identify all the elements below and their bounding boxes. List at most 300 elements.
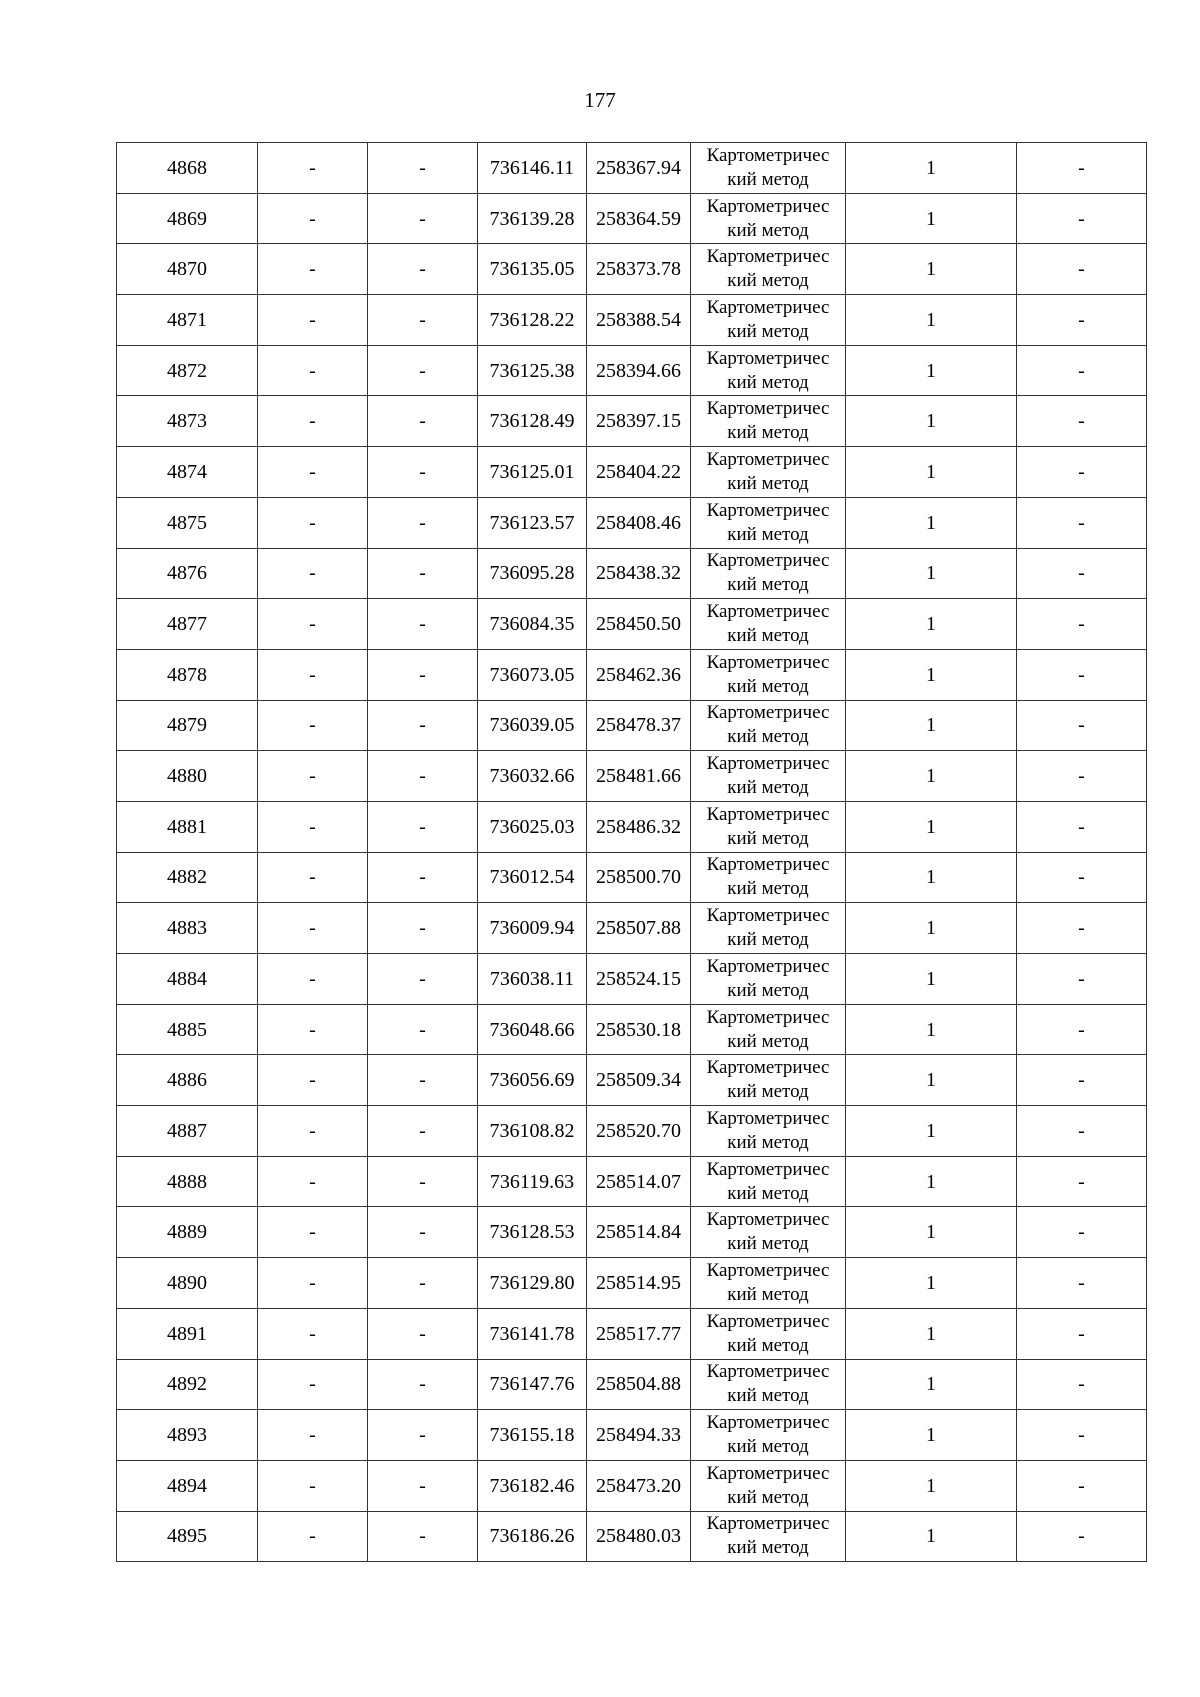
method-text-line: кий метод (727, 1233, 809, 1255)
coordinates-table (116, 142, 1147, 1562)
y-coordinate-cell: 258450.50 (587, 599, 691, 650)
method-cell (691, 497, 846, 548)
empty-cell-a: - (258, 1207, 368, 1258)
method-text-line: кий метод (727, 1283, 809, 1305)
method-text-line: Картометричес (706, 1462, 830, 1484)
description-cell: - (1017, 1359, 1147, 1410)
table-row (117, 295, 1147, 346)
accuracy-cell: 1 (846, 1308, 1017, 1359)
point-number-cell: 4871 (117, 295, 258, 346)
description-cell: - (1017, 1258, 1147, 1309)
y-coordinate-cell: 258509.34 (587, 1055, 691, 1106)
empty-cell-b: - (368, 396, 478, 447)
method-text-line: Картометричес (706, 651, 830, 673)
point-number-cell: 4872 (117, 345, 258, 396)
method-cell (691, 1156, 846, 1207)
method-cell (691, 801, 846, 852)
x-coordinate-cell: 736056.69 (478, 1055, 587, 1106)
description-cell: - (1017, 649, 1147, 700)
point-number-cell: 4886 (117, 1055, 258, 1106)
method-text-line: кий метод (727, 726, 809, 748)
table-row (117, 1055, 1147, 1106)
method-text-line: Картометричес (706, 347, 830, 369)
point-number-cell: 4888 (117, 1156, 258, 1207)
point-number-cell: 4885 (117, 1004, 258, 1055)
table-row (117, 193, 1147, 244)
accuracy-cell: 1 (846, 1207, 1017, 1258)
description-cell: - (1017, 1308, 1147, 1359)
method-cell (691, 345, 846, 396)
accuracy-cell: 1 (846, 599, 1017, 650)
method-cell (691, 193, 846, 244)
method-text-line: кий метод (727, 1486, 809, 1508)
description-cell: - (1017, 599, 1147, 650)
accuracy-cell: 1 (846, 447, 1017, 498)
point-number-cell: 4870 (117, 244, 258, 295)
point-number-cell: 4895 (117, 1511, 258, 1562)
accuracy-cell: 1 (846, 1156, 1017, 1207)
method-text-line: кий метод (727, 1131, 809, 1153)
y-coordinate-cell: 258364.59 (587, 193, 691, 244)
empty-cell-a: - (258, 801, 368, 852)
table-row (117, 852, 1147, 903)
table-row (117, 1207, 1147, 1258)
point-number-cell: 4868 (117, 143, 258, 194)
method-text-line: Картометричес (706, 1158, 830, 1180)
x-coordinate-cell: 736009.94 (478, 903, 587, 954)
empty-cell-b: - (368, 1359, 478, 1410)
point-number-cell: 4890 (117, 1258, 258, 1309)
point-number-cell: 4884 (117, 954, 258, 1005)
y-coordinate-cell: 258517.77 (587, 1308, 691, 1359)
method-text-line: Картометричес (706, 550, 830, 572)
x-coordinate-cell: 736147.76 (478, 1359, 587, 1410)
accuracy-cell: 1 (846, 1106, 1017, 1157)
y-coordinate-cell: 258514.84 (587, 1207, 691, 1258)
x-coordinate-cell: 736125.01 (478, 447, 587, 498)
point-number-cell: 4869 (117, 193, 258, 244)
empty-cell-a: - (258, 1359, 368, 1410)
empty-cell-a: - (258, 1460, 368, 1511)
x-coordinate-cell: 736108.82 (478, 1106, 587, 1157)
x-coordinate-cell: 736073.05 (478, 649, 587, 700)
point-number-cell: 4887 (117, 1106, 258, 1157)
y-coordinate-cell: 258473.20 (587, 1460, 691, 1511)
description-cell: - (1017, 1511, 1147, 1562)
point-number-cell: 4873 (117, 396, 258, 447)
empty-cell-a: - (258, 700, 368, 751)
method-text-line: Картометричес (706, 1513, 830, 1535)
y-coordinate-cell: 258507.88 (587, 903, 691, 954)
method-text-line: Картометричес (706, 905, 830, 927)
method-text-line: Картометричес (706, 195, 830, 217)
method-text-line: Картометричес (706, 144, 830, 166)
accuracy-cell: 1 (846, 497, 1017, 548)
point-number-cell: 4877 (117, 599, 258, 650)
method-text-line: Картометричес (706, 296, 830, 318)
x-coordinate-cell: 736012.54 (478, 852, 587, 903)
x-coordinate-cell: 736128.22 (478, 295, 587, 346)
empty-cell-a: - (258, 1055, 368, 1106)
accuracy-cell: 1 (846, 649, 1017, 700)
empty-cell-b: - (368, 1004, 478, 1055)
method-text-line: Картометричес (706, 1057, 830, 1079)
description-cell: - (1017, 244, 1147, 295)
empty-cell-b: - (368, 649, 478, 700)
table-row (117, 396, 1147, 447)
x-coordinate-cell: 736125.38 (478, 345, 587, 396)
method-text-line: кий метод (727, 675, 809, 697)
empty-cell-a: - (258, 1258, 368, 1309)
empty-cell-b: - (368, 852, 478, 903)
description-cell: - (1017, 497, 1147, 548)
empty-cell-b: - (368, 1511, 478, 1562)
description-cell: - (1017, 1460, 1147, 1511)
method-cell (691, 599, 846, 650)
point-number-cell: 4875 (117, 497, 258, 548)
accuracy-cell: 1 (846, 345, 1017, 396)
method-text-line: Картометричес (706, 1209, 830, 1231)
method-text-line: Картометричес (706, 1006, 830, 1028)
method-text-line: Картометричес (706, 448, 830, 470)
empty-cell-a: - (258, 345, 368, 396)
method-text-line: кий метод (727, 523, 809, 545)
y-coordinate-cell: 258530.18 (587, 1004, 691, 1055)
table-row (117, 1460, 1147, 1511)
x-coordinate-cell: 736095.28 (478, 548, 587, 599)
description-cell: - (1017, 143, 1147, 194)
table-row (117, 649, 1147, 700)
description-cell: - (1017, 1055, 1147, 1106)
method-text-line: кий метод (727, 1081, 809, 1103)
empty-cell-a: - (258, 751, 368, 802)
method-text-line: кий метод (727, 320, 809, 342)
accuracy-cell: 1 (846, 903, 1017, 954)
method-cell (691, 295, 846, 346)
method-text-line: Картометричес (706, 1361, 830, 1383)
y-coordinate-cell: 258388.54 (587, 295, 691, 346)
point-number-cell: 4876 (117, 548, 258, 599)
y-coordinate-cell: 258394.66 (587, 345, 691, 396)
empty-cell-a: - (258, 1308, 368, 1359)
table-row (117, 751, 1147, 802)
method-text-line: Картометричес (706, 398, 830, 420)
table-row (117, 1004, 1147, 1055)
method-text-line: Картометричес (706, 601, 830, 623)
x-coordinate-cell: 736123.57 (478, 497, 587, 548)
page-number: 177 (584, 88, 616, 112)
accuracy-cell: 1 (846, 954, 1017, 1005)
description-cell: - (1017, 396, 1147, 447)
empty-cell-a: - (258, 143, 368, 194)
description-cell: - (1017, 954, 1147, 1005)
method-cell (691, 1511, 846, 1562)
method-cell (691, 700, 846, 751)
description-cell: - (1017, 193, 1147, 244)
method-cell (691, 1308, 846, 1359)
description-cell: - (1017, 801, 1147, 852)
empty-cell-a: - (258, 903, 368, 954)
description-cell: - (1017, 903, 1147, 954)
method-text-line: кий метод (727, 929, 809, 951)
empty-cell-b: - (368, 599, 478, 650)
method-cell (691, 1106, 846, 1157)
point-number-cell: 4874 (117, 447, 258, 498)
y-coordinate-cell: 258408.46 (587, 497, 691, 548)
method-text-line: Картометричес (706, 499, 830, 521)
empty-cell-a: - (258, 1156, 368, 1207)
method-text-line: кий метод (727, 270, 809, 292)
y-coordinate-cell: 258520.70 (587, 1106, 691, 1157)
description-cell: - (1017, 1207, 1147, 1258)
x-coordinate-cell: 736141.78 (478, 1308, 587, 1359)
y-coordinate-cell: 258404.22 (587, 447, 691, 498)
method-text-line: кий метод (727, 1385, 809, 1407)
method-text-line: кий метод (727, 1030, 809, 1052)
point-number-cell: 4880 (117, 751, 258, 802)
y-coordinate-cell: 258480.03 (587, 1511, 691, 1562)
y-coordinate-cell: 258478.37 (587, 700, 691, 751)
table-row (117, 447, 1147, 498)
method-cell (691, 1004, 846, 1055)
empty-cell-a: - (258, 852, 368, 903)
y-coordinate-cell: 258524.15 (587, 954, 691, 1005)
empty-cell-a: - (258, 396, 368, 447)
x-coordinate-cell: 736048.66 (478, 1004, 587, 1055)
x-coordinate-cell: 736182.46 (478, 1460, 587, 1511)
y-coordinate-cell: 258514.95 (587, 1258, 691, 1309)
method-cell (691, 751, 846, 802)
y-coordinate-cell: 258481.66 (587, 751, 691, 802)
point-number-cell: 4892 (117, 1359, 258, 1410)
method-text-line: Картометричес (706, 955, 830, 977)
method-text-line: кий метод (727, 168, 809, 190)
empty-cell-a: - (258, 295, 368, 346)
method-text-line: Картометричес (706, 854, 830, 876)
table-row (117, 1258, 1147, 1309)
y-coordinate-cell: 258500.70 (587, 852, 691, 903)
description-cell: - (1017, 852, 1147, 903)
empty-cell-a: - (258, 954, 368, 1005)
x-coordinate-cell: 736025.03 (478, 801, 587, 852)
empty-cell-b: - (368, 700, 478, 751)
accuracy-cell: 1 (846, 1410, 1017, 1461)
table-row (117, 1359, 1147, 1410)
y-coordinate-cell: 258462.36 (587, 649, 691, 700)
accuracy-cell: 1 (846, 295, 1017, 346)
empty-cell-a: - (258, 649, 368, 700)
description-cell: - (1017, 1156, 1147, 1207)
method-text-line: кий метод (727, 219, 809, 241)
method-text-line: кий метод (727, 1537, 809, 1559)
empty-cell-a: - (258, 1410, 368, 1461)
method-cell (691, 903, 846, 954)
accuracy-cell: 1 (846, 801, 1017, 852)
empty-cell-b: - (368, 801, 478, 852)
method-cell (691, 143, 846, 194)
table-row (117, 700, 1147, 751)
empty-cell-a: - (258, 497, 368, 548)
accuracy-cell: 1 (846, 143, 1017, 194)
x-coordinate-cell: 736146.11 (478, 143, 587, 194)
accuracy-cell: 1 (846, 1004, 1017, 1055)
method-text-line: Картометричес (706, 1259, 830, 1281)
empty-cell-a: - (258, 1106, 368, 1157)
table-row (117, 244, 1147, 295)
method-text-line: кий метод (727, 472, 809, 494)
point-number-cell: 4881 (117, 801, 258, 852)
table-row (117, 1106, 1147, 1157)
method-cell (691, 1460, 846, 1511)
y-coordinate-cell: 258367.94 (587, 143, 691, 194)
method-text-line: Картометричес (706, 702, 830, 724)
accuracy-cell: 1 (846, 751, 1017, 802)
empty-cell-b: - (368, 143, 478, 194)
method-text-line: Картометричес (706, 1412, 830, 1434)
method-text-line: Картометричес (706, 1310, 830, 1332)
empty-cell-b: - (368, 1055, 478, 1106)
table-row (117, 143, 1147, 194)
method-text-line: кий метод (727, 625, 809, 647)
table-body (117, 143, 1147, 1562)
table-row (117, 1156, 1147, 1207)
method-cell (691, 852, 846, 903)
x-coordinate-cell: 736139.28 (478, 193, 587, 244)
point-number-cell: 4879 (117, 700, 258, 751)
empty-cell-b: - (368, 1106, 478, 1157)
table-row (117, 599, 1147, 650)
table-row (117, 801, 1147, 852)
description-cell: - (1017, 751, 1147, 802)
empty-cell-b: - (368, 1207, 478, 1258)
empty-cell-b: - (368, 1460, 478, 1511)
description-cell: - (1017, 700, 1147, 751)
method-cell (691, 649, 846, 700)
x-coordinate-cell: 736186.26 (478, 1511, 587, 1562)
accuracy-cell: 1 (846, 852, 1017, 903)
method-cell (691, 447, 846, 498)
method-cell (691, 1410, 846, 1461)
empty-cell-b: - (368, 954, 478, 1005)
method-text-line: кий метод (727, 1182, 809, 1204)
empty-cell-a: - (258, 193, 368, 244)
empty-cell-b: - (368, 903, 478, 954)
point-number-cell: 4883 (117, 903, 258, 954)
empty-cell-b: - (368, 295, 478, 346)
description-cell: - (1017, 447, 1147, 498)
empty-cell-a: - (258, 244, 368, 295)
empty-cell-a: - (258, 1004, 368, 1055)
point-number-cell: 4893 (117, 1410, 258, 1461)
accuracy-cell: 1 (846, 1511, 1017, 1562)
description-cell: - (1017, 548, 1147, 599)
x-coordinate-cell: 736128.53 (478, 1207, 587, 1258)
method-text-line: кий метод (727, 1436, 809, 1458)
y-coordinate-cell: 258397.15 (587, 396, 691, 447)
description-cell: - (1017, 345, 1147, 396)
method-cell (691, 548, 846, 599)
accuracy-cell: 1 (846, 1258, 1017, 1309)
description-cell: - (1017, 295, 1147, 346)
y-coordinate-cell: 258373.78 (587, 244, 691, 295)
empty-cell-b: - (368, 447, 478, 498)
table-row (117, 345, 1147, 396)
method-cell (691, 1055, 846, 1106)
empty-cell-b: - (368, 497, 478, 548)
method-text-line: кий метод (727, 422, 809, 444)
method-text-line: кий метод (727, 827, 809, 849)
x-coordinate-cell: 736135.05 (478, 244, 587, 295)
accuracy-cell: 1 (846, 548, 1017, 599)
method-text-line: кий метод (727, 878, 809, 900)
empty-cell-b: - (368, 751, 478, 802)
x-coordinate-cell: 736155.18 (478, 1410, 587, 1461)
x-coordinate-cell: 736129.80 (478, 1258, 587, 1309)
x-coordinate-cell: 736038.11 (478, 954, 587, 1005)
method-cell (691, 396, 846, 447)
table-row (117, 903, 1147, 954)
method-text-line: Картометричес (706, 753, 830, 775)
x-coordinate-cell: 736032.66 (478, 751, 587, 802)
method-text-line: кий метод (727, 979, 809, 1001)
empty-cell-b: - (368, 1308, 478, 1359)
table-row (117, 497, 1147, 548)
point-number-cell: 4894 (117, 1460, 258, 1511)
y-coordinate-cell: 258438.32 (587, 548, 691, 599)
empty-cell-a: - (258, 548, 368, 599)
table-row (117, 1410, 1147, 1461)
y-coordinate-cell: 258504.88 (587, 1359, 691, 1410)
accuracy-cell: 1 (846, 1055, 1017, 1106)
empty-cell-a: - (258, 447, 368, 498)
description-cell: - (1017, 1004, 1147, 1055)
method-text-line: Картометричес (706, 246, 830, 268)
point-number-cell: 4891 (117, 1308, 258, 1359)
table-row (117, 954, 1147, 1005)
x-coordinate-cell: 736084.35 (478, 599, 587, 650)
accuracy-cell: 1 (846, 193, 1017, 244)
y-coordinate-cell: 258494.33 (587, 1410, 691, 1461)
empty-cell-a: - (258, 599, 368, 650)
empty-cell-b: - (368, 1156, 478, 1207)
method-text-line: Картометричес (706, 803, 830, 825)
method-text-line: кий метод (727, 777, 809, 799)
method-cell (691, 954, 846, 1005)
empty-cell-b: - (368, 244, 478, 295)
description-cell: - (1017, 1106, 1147, 1157)
accuracy-cell: 1 (846, 396, 1017, 447)
accuracy-cell: 1 (846, 700, 1017, 751)
y-coordinate-cell: 258514.07 (587, 1156, 691, 1207)
method-cell (691, 1359, 846, 1410)
point-number-cell: 4882 (117, 852, 258, 903)
accuracy-cell: 1 (846, 1460, 1017, 1511)
method-cell (691, 1207, 846, 1258)
empty-cell-a: - (258, 1511, 368, 1562)
empty-cell-b: - (368, 548, 478, 599)
method-text-line: кий метод (727, 1334, 809, 1356)
empty-cell-b: - (368, 345, 478, 396)
method-text-line: кий метод (727, 371, 809, 393)
x-coordinate-cell: 736039.05 (478, 700, 587, 751)
point-number-cell: 4889 (117, 1207, 258, 1258)
accuracy-cell: 1 (846, 244, 1017, 295)
method-text-line: Картометричес (706, 1107, 830, 1129)
method-cell (691, 1258, 846, 1309)
table-row (117, 1308, 1147, 1359)
y-coordinate-cell: 258486.32 (587, 801, 691, 852)
x-coordinate-cell: 736119.63 (478, 1156, 587, 1207)
